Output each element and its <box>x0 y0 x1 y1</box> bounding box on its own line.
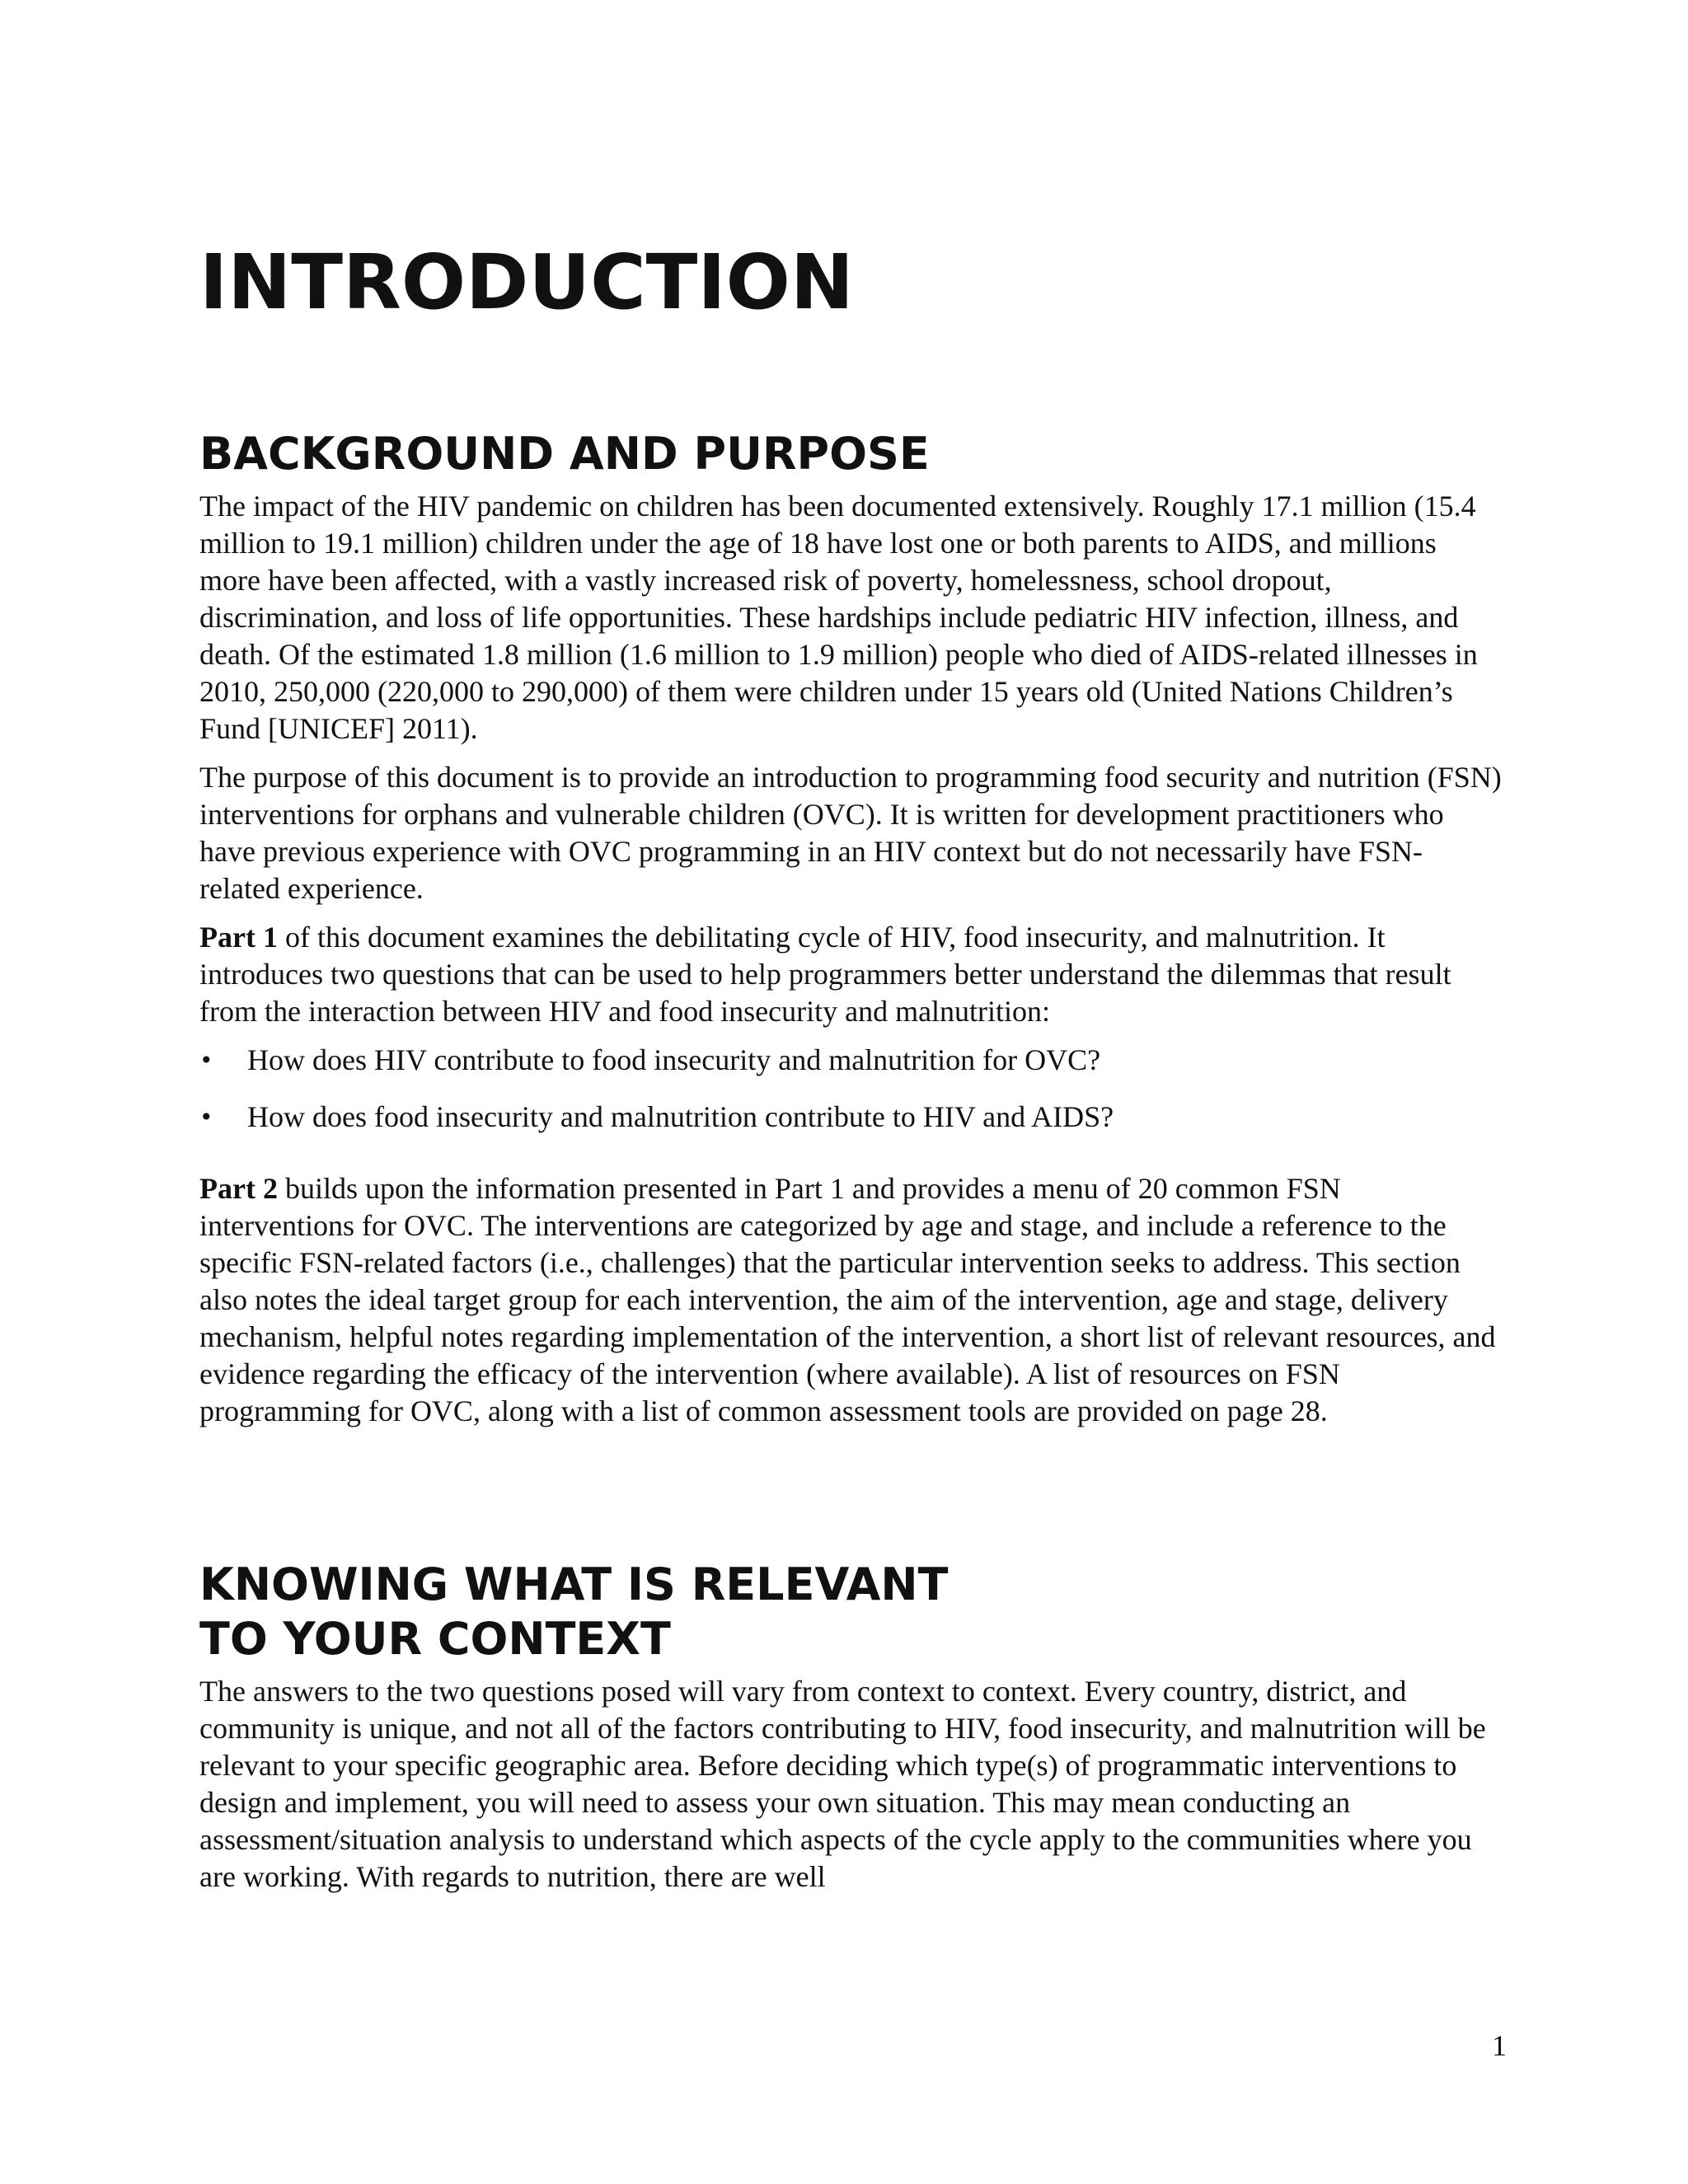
context-heading-line-2: TO YOUR CONTEXT <box>199 1613 671 1665</box>
part2-text: builds upon the information presented in Part 1 and provides a menu of 20 common FSN interventions for OVC. The interventions are categorized by age and stage, and include a reference to the specific FSN-related factors (i.e., challenges) that the particular intervention seeks to address. This section also notes the ideal target group for each intervention, the aim of the intervention, age and stage, delivery mechanism, helpful notes regarding implementation of the intervention, a short list of relevant resources, and evidence regarding the efficacy of the intervention (where available). A list of resources on FSN programming for OVC, along with a list of common assessment tools are provided on page 28. <box>199 1172 1496 1427</box>
part2-label: Part 2 <box>199 1172 278 1205</box>
context-heading-line-1: KNOWING WHAT IS RELEVANT <box>199 1558 949 1610</box>
page-title: INTRODUCTION <box>199 238 854 326</box>
bullet-icon: • <box>199 1047 213 1074</box>
page-number: 1 <box>1492 2029 1507 2062</box>
context-paragraph-1: The answers to the two questions posed will vary from context to context. Every country, district, and community is unique, and not all of the factors contributing to HIV, food insecurity, and malnutrition will be relevant to your specific geographic area. Before deciding which type(s) of programmatic interventions to design and implement, you will need to assess your own situation. This may mean conducting an assessment/situation analysis to understand which aspects of the cycle apply to the communities where you are working. With regards to nutrition, there are well <box>199 1675 1486 1893</box>
background-heading: BACKGROUND AND PURPOSE <box>199 428 930 480</box>
context-section <box>199 1558 1502 1907</box>
question-list <box>199 1042 1502 1136</box>
list-item-text: How does food insecurity and malnutrition contribute to HIV and AIDS? <box>247 1100 1114 1133</box>
background-section <box>199 427 1502 1441</box>
part1-text: of this document examines the debilitating cycle of HIV, food insecurity, and malnutrition. It introduces two questions that can be used to help programmers better understand the dilemmas that result from the interaction between HIV and food insecurity and malnutrition: <box>199 921 1451 1028</box>
context-heading <box>199 1558 1502 1666</box>
list-item-text: How does HIV contribute to food insecurity and malnutrition for OVC? <box>247 1043 1101 1076</box>
list-item <box>199 1042 1502 1079</box>
background-paragraph-2: The purpose of this document is to provide an introduction to programming food security and nutrition (FSN) interventions for orphans and vulnerable children (OVC). It is written for development practitioners who have previous experience with OVC programming in an HIV context but do not necessarily have FSN-related experience. <box>199 761 1502 905</box>
background-paragraph-1: The impact of the HIV pandemic on children has been documented extensively. Roughly 17.1 million (15.4 million to 19.1 million) children under the age of 18 have lost one or both parents to AIDS, and millions more have been affected, with a vastly increased risk of poverty, homelessness, school dropout, discrimination, and loss of life opportunities. These hardships include pediatric HIV infection, illness, and death. Of the estimated 1.8 million (1.6 million to 1.9 million) people who died of AIDS-related illnesses in 2010, 250,000 (220,000 to 290,000) of them were children under 15 years old (United Nations Children’s Fund [UNICEF] 2011). <box>199 490 1478 745</box>
part2-paragraph <box>199 1170 1502 1430</box>
part1-paragraph <box>199 919 1502 1030</box>
part1-label: Part 1 <box>199 921 278 954</box>
bullet-icon: • <box>199 1104 213 1131</box>
list-item <box>199 1099 1502 1136</box>
